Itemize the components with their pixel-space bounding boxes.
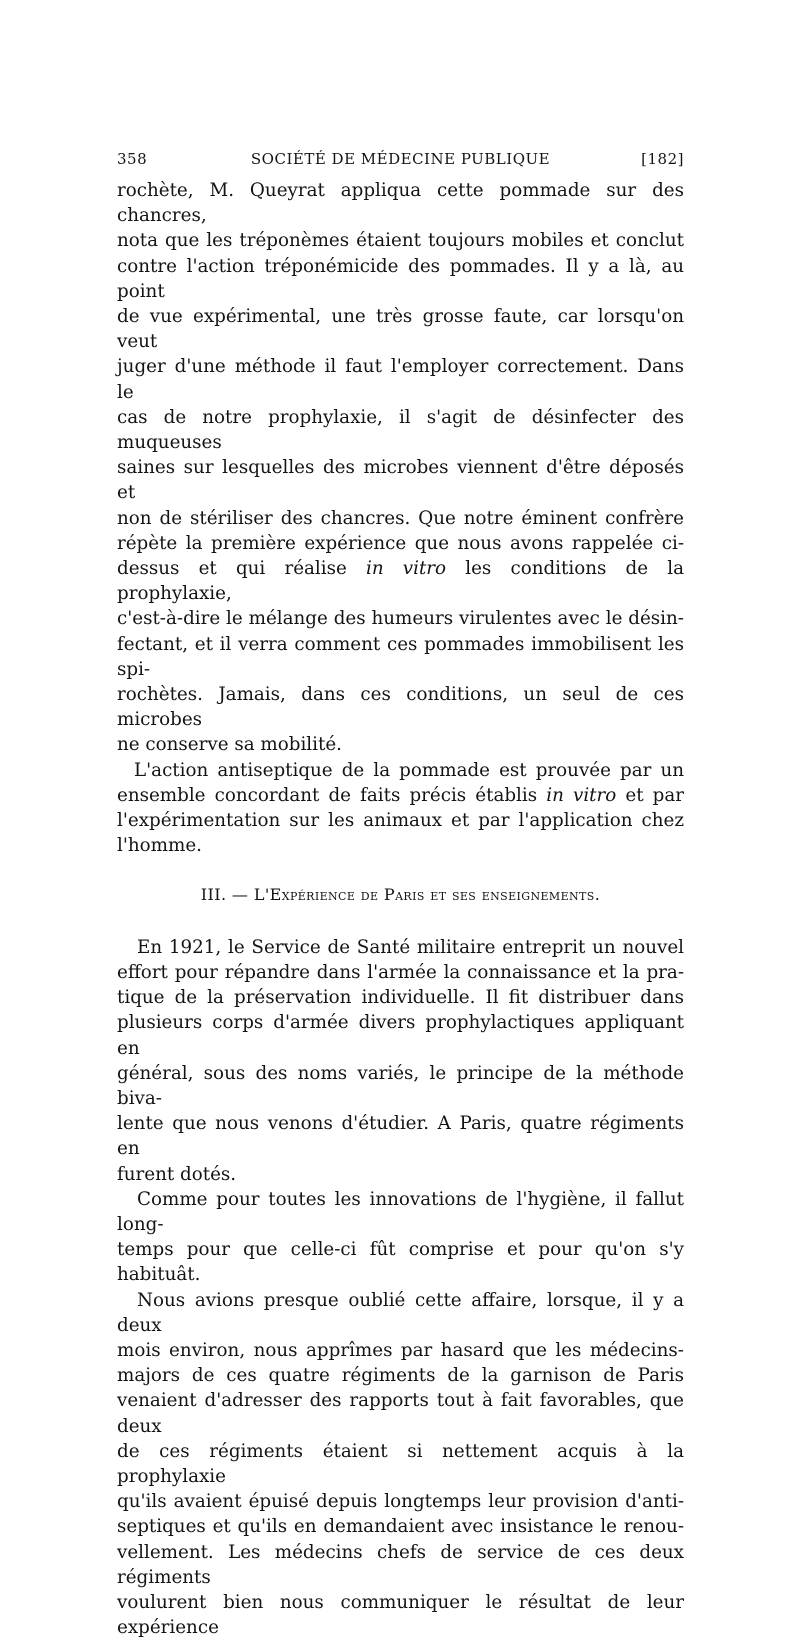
text-line <box>117 783 684 808</box>
text-line: mois environ, nous apprîmes par hasard que les médecins- <box>117 1339 684 1361</box>
text-line: majors de ces quatre régiments de la garnison de Paris <box>117 1365 684 1387</box>
text-line: qu'ils avaient épuisé depuis longtemps leur provision d'anti- <box>117 1491 684 1513</box>
text-line: tique de la préservation individuelle. Il fit distribuer dans <box>117 987 684 1009</box>
text-line: saines sur lesquelles des microbes viennent d'être déposés et <box>117 457 684 504</box>
text-line: rochète, M. Queyrat appliqua cette pommade sur des chancres, <box>117 180 684 227</box>
text-run: dessus et qui réalise <box>117 558 366 580</box>
text-line: fectant, et il verra comment ces pommades immobilisent les spi- <box>117 633 684 680</box>
text-line: rochètes. Jamais, dans ces conditions, un seul de ces microbes <box>117 684 684 731</box>
text-line: ne conserve sa mobilité. <box>117 734 342 756</box>
text-line: de ces régiments étaient si nettement acquis à la prophylaxie <box>117 1440 684 1487</box>
page-number: 358 <box>117 150 148 168</box>
text-line: venaient d'adresser des rapports tout à fait favorables, que deux <box>117 1390 684 1437</box>
text-run: les conditions de la prophylaxie, <box>117 558 685 605</box>
italic-term: in vitro <box>546 784 617 806</box>
section-heading <box>117 882 684 907</box>
text-line: lente que nous venons d'étudier. A Paris, quatre régiments en <box>117 1113 684 1160</box>
text-line: général, sous des noms variés, le principe de la méthode biva- <box>117 1062 684 1109</box>
body-text <box>117 178 684 1640</box>
section-numeral: III. — <box>200 885 254 905</box>
text-line: effort pour répandre dans l'armée la connaissance et la pra- <box>117 961 684 983</box>
running-title: SOCIÉTÉ DE MÉDECINE PUBLIQUE <box>250 150 551 168</box>
italic-term: in vitro <box>365 558 447 580</box>
text-line: voulurent bien nous communiquer le résultat de leur expérience <box>117 1591 684 1639</box>
text-line: cas de notre prophylaxie, il s'agit de désinfecter des muqueuses <box>117 406 684 454</box>
text-line: Nous avions presque oublié cette affaire, lorsque, il y a deux <box>117 1289 684 1336</box>
text-line: En 1921, le Service de Santé militaire entreprit un nouvel <box>137 936 684 958</box>
text-line: répète la première expérience que nous avons rappelée ci- <box>117 532 684 554</box>
text-line <box>117 556 684 606</box>
text-line: c'est-à-dire le mélange des humeurs virulentes avec le désin- <box>117 608 684 630</box>
text-line: nota que les tréponèmes étaient toujours mobiles et conclut <box>117 230 684 252</box>
section-title: L'Expérience de Paris et ses enseignements. <box>253 885 601 905</box>
text-line: l'homme. <box>117 835 202 857</box>
text-line: de vue expérimental, une très grosse faute, car lorsqu'on veut <box>117 306 684 353</box>
text-line: L'action antiseptique de la pommade est prouvée par un <box>134 759 684 781</box>
page-reference: [182] <box>641 150 684 168</box>
text-line: vellement. Les médecins chefs de service de ces deux régiments <box>117 1541 684 1588</box>
text-line: Comme pour toutes les innovations de l'hygiène, il fallut long- <box>117 1188 684 1235</box>
text-line: contre l'action tréponémicide des pommades. Il y a là, au point <box>117 255 684 302</box>
text-line: juger d'une méthode il faut l'employer correctement. Dans le <box>117 356 684 403</box>
text-run: et par <box>616 784 685 806</box>
text-line: non de stériliser des chancres. Que notre éminent confrère <box>117 507 684 529</box>
text-run: ensemble concordant de faits précis établis <box>117 784 547 806</box>
text-line: temps pour que celle-ci fût comprise et pour qu'on s'y habituât. <box>117 1239 684 1286</box>
text-line: septiques et qu'ils en demandaient avec insistance le renou- <box>117 1516 684 1538</box>
text-line: l'expérimentation sur les animaux et par l'application chez <box>117 810 684 832</box>
text-line: furent dotés. <box>117 1163 237 1185</box>
page-header <box>117 150 684 174</box>
text-line: plusieurs corps d'armée divers prophylactiques appliquant en <box>117 1012 684 1059</box>
